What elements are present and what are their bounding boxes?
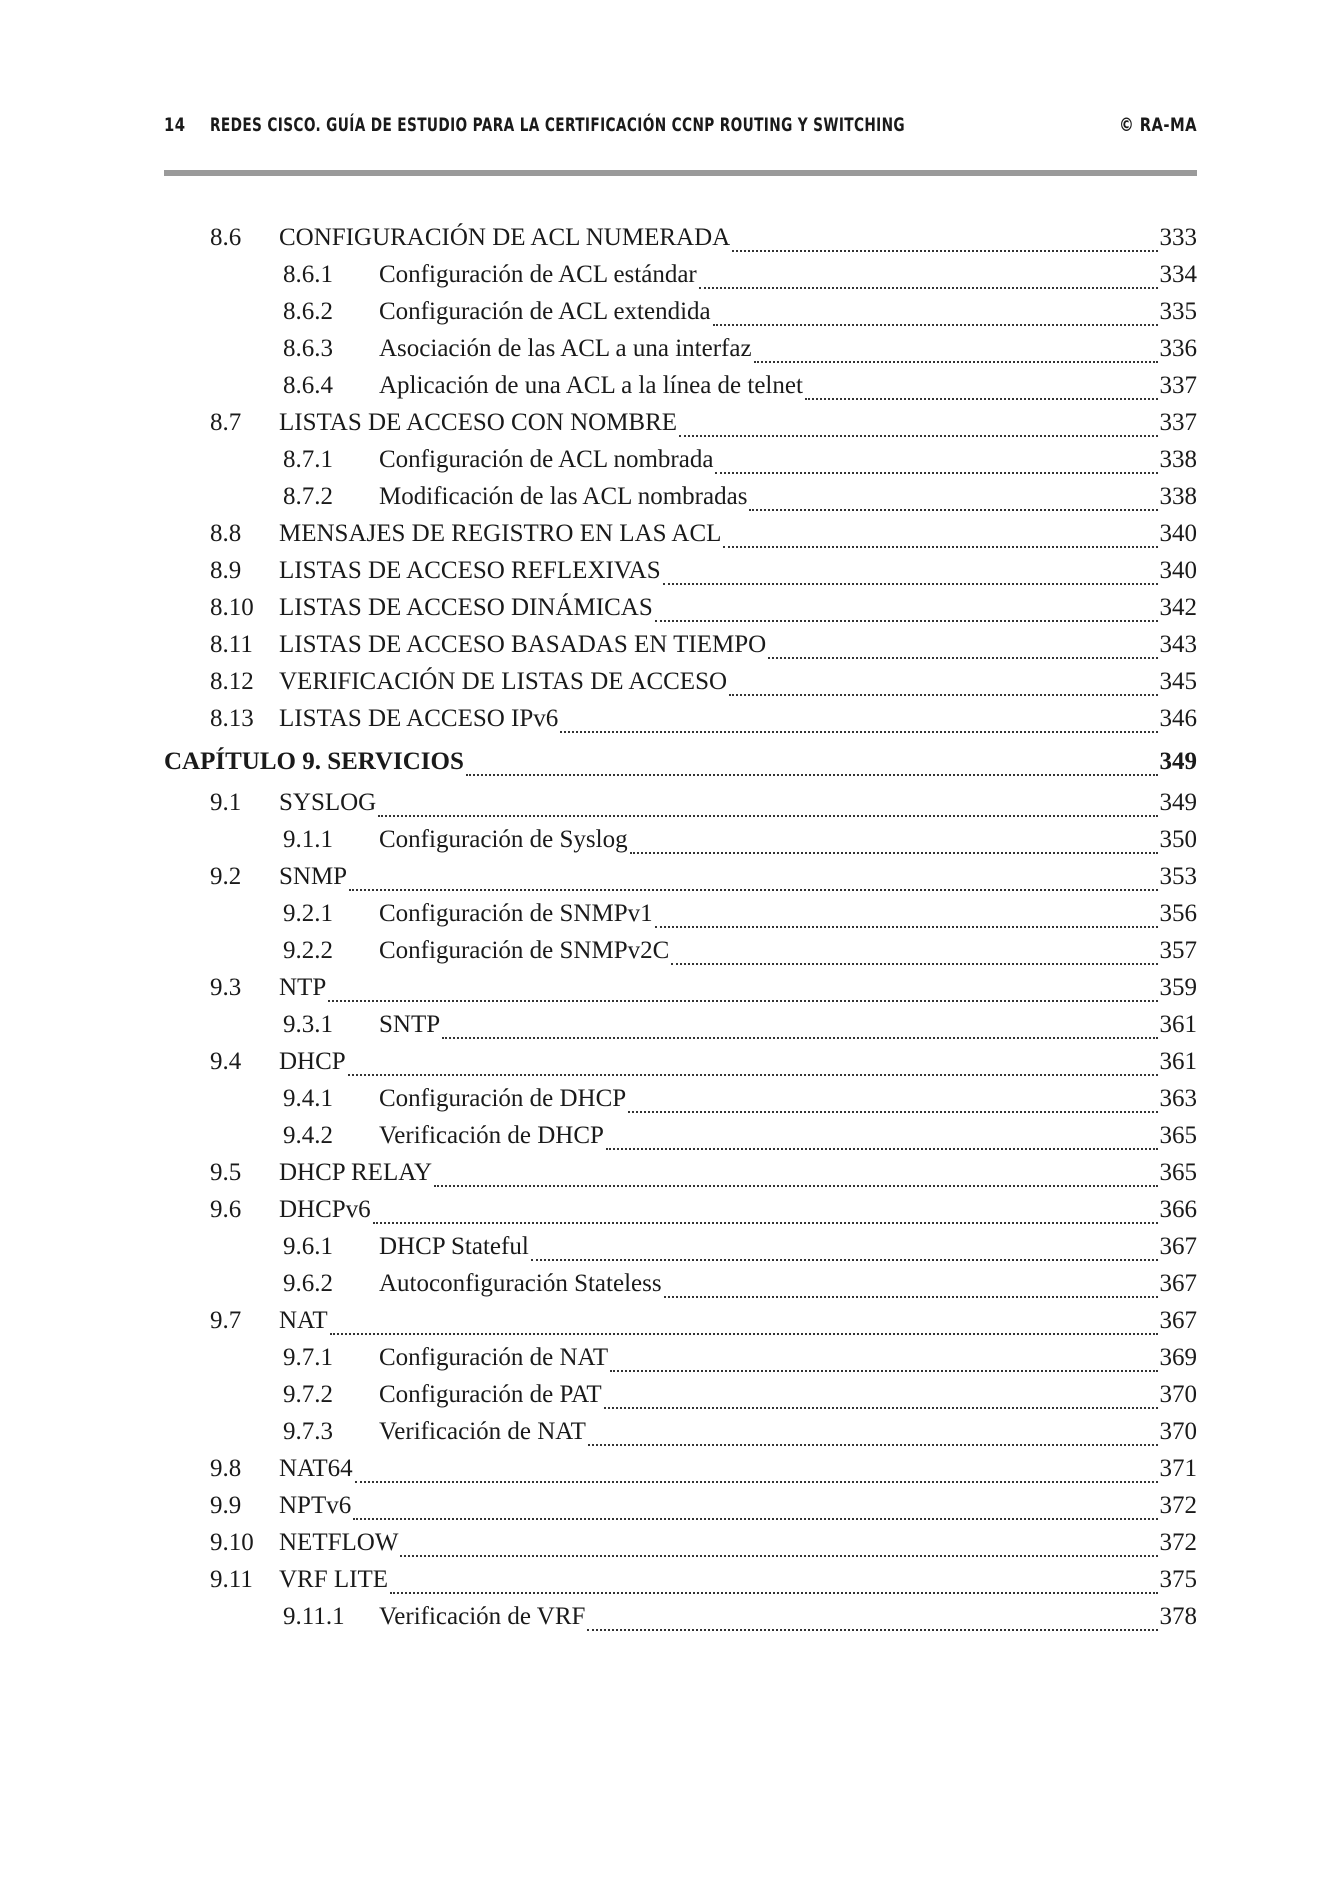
toc-entry[interactable] bbox=[164, 789, 1197, 826]
dot-leader bbox=[610, 1369, 1157, 1372]
toc-entry[interactable] bbox=[164, 631, 1197, 668]
toc-entry-title: NTP bbox=[279, 974, 327, 1001]
toc-entry-number: 9.10 bbox=[210, 1529, 254, 1556]
toc-entry[interactable] bbox=[164, 1381, 1197, 1418]
toc-entry-page: 337 bbox=[1159, 372, 1197, 399]
toc-entry-page: 350 bbox=[1159, 826, 1197, 853]
dot-leader bbox=[655, 619, 1158, 622]
toc-entry-page: 353 bbox=[1159, 863, 1197, 890]
toc-entry-title: LISTAS DE ACCESO BASADAS EN TIEMPO bbox=[279, 631, 767, 658]
toc-entry-title: Configuración de ACL extendida bbox=[379, 298, 711, 325]
dot-leader bbox=[699, 286, 1158, 289]
dot-leader bbox=[630, 851, 1158, 854]
dot-leader bbox=[466, 773, 1158, 776]
toc-entry-page: 361 bbox=[1159, 1011, 1197, 1038]
toc-entry-title: SNMP bbox=[279, 863, 348, 890]
toc-entry-number: 8.12 bbox=[210, 668, 254, 695]
toc-entry-title: DHCP bbox=[279, 1048, 346, 1075]
toc-entry-number: 8.7 bbox=[210, 409, 242, 436]
toc-entry[interactable] bbox=[164, 863, 1197, 900]
toc-entry-page: 365 bbox=[1159, 1159, 1197, 1186]
toc-entry[interactable] bbox=[164, 937, 1197, 974]
toc-entry-title: MENSAJES DE REGISTRO EN LAS ACL bbox=[279, 520, 722, 547]
toc-entry-title: VRF LITE bbox=[279, 1566, 389, 1593]
dot-leader bbox=[655, 925, 1158, 928]
toc-entry-page: 346 bbox=[1159, 705, 1197, 732]
toc-entry-page: 361 bbox=[1159, 1048, 1197, 1075]
toc-entry[interactable] bbox=[164, 1048, 1197, 1085]
toc-entry-title: Configuración de NAT bbox=[379, 1344, 609, 1371]
dot-leader bbox=[349, 888, 1157, 891]
toc-entry-title: CONFIGURACIÓN DE ACL NUMERADA bbox=[279, 224, 731, 251]
toc-entry-title: Configuración de SNMPv2C bbox=[379, 937, 670, 964]
toc-entry-page: 338 bbox=[1159, 483, 1197, 510]
toc-entry-page: 367 bbox=[1159, 1307, 1197, 1334]
toc-entry-number: 9.2.2 bbox=[283, 937, 333, 964]
toc-entry-number: 8.8 bbox=[210, 520, 242, 547]
toc-entry-number: 9.6.2 bbox=[283, 1270, 333, 1297]
dot-leader bbox=[628, 1110, 1157, 1113]
toc-entry[interactable] bbox=[164, 1159, 1197, 1196]
toc-entry[interactable] bbox=[164, 1603, 1197, 1640]
dot-leader bbox=[715, 471, 1157, 474]
toc-entry[interactable] bbox=[164, 409, 1197, 446]
toc-entry[interactable] bbox=[164, 594, 1197, 631]
dot-leader bbox=[679, 434, 1157, 437]
toc-entry-title: CAPÍTULO 9. SERVICIOS bbox=[164, 748, 464, 775]
dot-leader bbox=[434, 1184, 1157, 1187]
dot-leader bbox=[587, 1628, 1157, 1631]
toc-entry-page: 378 bbox=[1159, 1603, 1197, 1630]
toc-entry-page: 359 bbox=[1159, 974, 1197, 1001]
toc-entry-number: 9.2 bbox=[210, 863, 242, 890]
toc-entry[interactable] bbox=[164, 1122, 1197, 1159]
publisher-mark: © RA-MA bbox=[1119, 114, 1197, 136]
toc-entry[interactable] bbox=[164, 1566, 1197, 1603]
toc-entry-number: 9.8 bbox=[210, 1455, 242, 1482]
dot-leader bbox=[664, 1295, 1158, 1298]
toc-entry-page: 363 bbox=[1159, 1085, 1197, 1112]
toc-entry-number: 9.3.1 bbox=[283, 1011, 333, 1038]
dot-leader bbox=[330, 1332, 1158, 1335]
toc-entry[interactable] bbox=[164, 900, 1197, 937]
toc-entry-page: 371 bbox=[1159, 1455, 1197, 1482]
toc-entry-title: Asociación de las ACL a una interfaz bbox=[379, 335, 752, 362]
toc-entry-title: Verificación de VRF bbox=[379, 1603, 586, 1630]
dot-leader bbox=[373, 1221, 1158, 1224]
dot-leader bbox=[732, 249, 1157, 252]
toc-entry[interactable] bbox=[164, 1529, 1197, 1566]
toc-entry-page: 365 bbox=[1159, 1122, 1197, 1149]
toc-entry-number: 8.13 bbox=[210, 705, 254, 732]
toc-entry-title: Configuración de ACL estándar bbox=[379, 261, 697, 288]
toc-entry-number: 9.7.3 bbox=[283, 1418, 333, 1445]
toc-entry-number: 9.7.1 bbox=[283, 1344, 333, 1371]
toc-entry-number: 9.11.1 bbox=[283, 1603, 345, 1630]
toc-entry[interactable] bbox=[164, 1307, 1197, 1344]
toc-entry[interactable] bbox=[164, 1233, 1197, 1270]
dot-leader bbox=[328, 999, 1157, 1002]
toc-entry[interactable] bbox=[164, 261, 1197, 298]
dot-leader bbox=[400, 1554, 1157, 1557]
dot-leader bbox=[348, 1073, 1158, 1076]
toc-entry[interactable] bbox=[164, 520, 1197, 557]
toc-entry-number: 9.9 bbox=[210, 1492, 242, 1519]
toc-entry-page: 370 bbox=[1159, 1381, 1197, 1408]
toc-entry[interactable] bbox=[164, 298, 1197, 335]
toc-entry[interactable] bbox=[164, 668, 1197, 705]
dot-leader bbox=[729, 693, 1157, 696]
toc-entry-number: 9.6 bbox=[210, 1196, 242, 1223]
dot-leader bbox=[560, 730, 1157, 733]
toc-entry-number: 9.1.1 bbox=[283, 826, 333, 853]
toc-entry[interactable] bbox=[164, 483, 1197, 520]
toc-entry-page: 367 bbox=[1159, 1270, 1197, 1297]
toc-entry[interactable] bbox=[164, 224, 1197, 261]
toc-entry-page: 366 bbox=[1159, 1196, 1197, 1223]
toc-entry-title: Verificación de NAT bbox=[379, 1418, 586, 1445]
dot-leader bbox=[442, 1036, 1157, 1039]
toc-entry-number: 9.7 bbox=[210, 1307, 242, 1334]
dot-leader bbox=[663, 582, 1158, 585]
toc-entry-page: 345 bbox=[1159, 668, 1197, 695]
toc-entry[interactable] bbox=[164, 557, 1197, 594]
toc-entry-page: 343 bbox=[1159, 631, 1197, 658]
toc-entry-page: 375 bbox=[1159, 1566, 1197, 1593]
toc-entry-title: LISTAS DE ACCESO REFLEXIVAS bbox=[279, 557, 661, 584]
toc-entry-title: DHCP Stateful bbox=[379, 1233, 529, 1260]
toc-entry[interactable] bbox=[164, 1270, 1197, 1307]
toc-entry[interactable] bbox=[164, 705, 1197, 742]
toc-entry-number: 9.5 bbox=[210, 1159, 242, 1186]
toc-entry-number: 8.10 bbox=[210, 594, 254, 621]
toc-entry-title: SYSLOG bbox=[279, 789, 377, 816]
header-rule bbox=[164, 170, 1197, 176]
toc-entry-title: NAT bbox=[279, 1307, 328, 1334]
toc-entry-number: 9.2.1 bbox=[283, 900, 333, 927]
toc-entry-title: LISTAS DE ACCESO CON NOMBRE bbox=[279, 409, 678, 436]
toc-entry-page: 372 bbox=[1159, 1492, 1197, 1519]
toc-entry-title: NPTv6 bbox=[279, 1492, 352, 1519]
dot-leader bbox=[805, 397, 1158, 400]
toc-entry-number: 8.11 bbox=[210, 631, 253, 658]
toc-entry-number: 8.6.1 bbox=[283, 261, 333, 288]
toc-entry[interactable] bbox=[164, 974, 1197, 1011]
toc-entry-page: 335 bbox=[1159, 298, 1197, 325]
toc-entry-title: Configuración de PAT bbox=[379, 1381, 602, 1408]
toc-entry[interactable] bbox=[164, 372, 1197, 409]
toc-entry-title: LISTAS DE ACCESO DINÁMICAS bbox=[279, 594, 653, 621]
toc-entry-title: DHCPv6 bbox=[279, 1196, 371, 1223]
toc-entry-page: 337 bbox=[1159, 409, 1197, 436]
toc-entry-page: 357 bbox=[1159, 937, 1197, 964]
toc-entry-number: 8.9 bbox=[210, 557, 242, 584]
toc-entry-page: 349 bbox=[1159, 789, 1197, 816]
toc-entry-page: 334 bbox=[1159, 261, 1197, 288]
toc-entry-page: 338 bbox=[1159, 446, 1197, 473]
toc-entry-title: NAT64 bbox=[279, 1455, 353, 1482]
toc-entry[interactable] bbox=[164, 1418, 1197, 1455]
toc-entry-number: 9.4.2 bbox=[283, 1122, 333, 1149]
toc-entry-page: 336 bbox=[1159, 335, 1197, 362]
toc-entry-number: 8.6 bbox=[210, 224, 242, 251]
toc-entry[interactable] bbox=[164, 446, 1197, 483]
toc-entry-number: 9.7.2 bbox=[283, 1381, 333, 1408]
dot-leader bbox=[713, 323, 1158, 326]
dot-leader bbox=[749, 508, 1157, 511]
running-book-title: REDES CISCO. GUÍA DE ESTUDIO PARA LA CERTIFICACIÓN CCNP ROUTING Y SWITCHING bbox=[210, 114, 906, 136]
toc-entry-page: 369 bbox=[1159, 1344, 1197, 1371]
toc-entry-page: 340 bbox=[1159, 557, 1197, 584]
dot-leader bbox=[353, 1517, 1157, 1520]
toc-entry-number: 8.6.3 bbox=[283, 335, 333, 362]
dot-leader bbox=[723, 545, 1157, 548]
toc-entry-number: 8.6.4 bbox=[283, 372, 333, 399]
toc-entry-page: 349 bbox=[1159, 748, 1197, 775]
toc-entry-number: 9.11 bbox=[210, 1566, 253, 1593]
dot-leader bbox=[671, 962, 1157, 965]
toc-entry-title: VERIFICACIÓN DE LISTAS DE ACCESO bbox=[279, 668, 728, 695]
toc-entry-title: LISTAS DE ACCESO IPv6 bbox=[279, 705, 559, 732]
toc-entry[interactable] bbox=[164, 826, 1197, 863]
dot-leader bbox=[606, 1147, 1158, 1150]
dot-leader bbox=[378, 814, 1157, 817]
toc-entry-number: 9.3 bbox=[210, 974, 242, 1001]
toc-entry[interactable] bbox=[164, 1011, 1197, 1048]
dot-leader bbox=[588, 1443, 1158, 1446]
toc-entry-page: 340 bbox=[1159, 520, 1197, 547]
toc-entry-title: SNTP bbox=[379, 1011, 441, 1038]
dot-leader bbox=[604, 1406, 1158, 1409]
toc-entry-number: 9.6.1 bbox=[283, 1233, 333, 1260]
toc-entry-number: 8.7.2 bbox=[283, 483, 333, 510]
toc-entry-page: 372 bbox=[1159, 1529, 1197, 1556]
toc-entry-number: 9.1 bbox=[210, 789, 242, 816]
toc-entry-title: Modificación de las ACL nombradas bbox=[379, 483, 748, 510]
toc-chapter-entry[interactable] bbox=[164, 748, 1197, 785]
toc-entry[interactable] bbox=[164, 335, 1197, 372]
toc-entry-title: NETFLOW bbox=[279, 1529, 399, 1556]
dot-leader bbox=[754, 360, 1158, 363]
toc-entry-title: Aplicación de una ACL a la línea de telnet bbox=[379, 372, 803, 399]
toc-entry-number: 8.7.1 bbox=[283, 446, 333, 473]
toc-entry[interactable] bbox=[164, 1085, 1197, 1122]
toc-entry-page: 333 bbox=[1159, 224, 1197, 251]
toc-entry-title: Configuración de SNMPv1 bbox=[379, 900, 653, 927]
table-of-contents bbox=[164, 224, 1197, 1640]
page-number: 14 bbox=[164, 114, 186, 136]
toc-entry[interactable] bbox=[164, 1492, 1197, 1529]
toc-entry-title: Verificación de DHCP bbox=[379, 1122, 604, 1149]
toc-entry[interactable] bbox=[164, 1344, 1197, 1381]
toc-entry-page: 356 bbox=[1159, 900, 1197, 927]
toc-entry-title: Configuración de Syslog bbox=[379, 826, 628, 853]
toc-entry-page: 367 bbox=[1159, 1233, 1197, 1260]
toc-entry-title: DHCP RELAY bbox=[279, 1159, 433, 1186]
toc-entry-number: 9.4 bbox=[210, 1048, 242, 1075]
dot-leader bbox=[768, 656, 1157, 659]
toc-entry-page: 342 bbox=[1159, 594, 1197, 621]
toc-entry[interactable] bbox=[164, 1455, 1197, 1492]
toc-entry[interactable] bbox=[164, 1196, 1197, 1233]
toc-entry-title: Autoconfiguración Stateless bbox=[379, 1270, 662, 1297]
dot-leader bbox=[355, 1480, 1158, 1483]
toc-entry-number: 8.6.2 bbox=[283, 298, 333, 325]
dot-leader bbox=[390, 1591, 1157, 1594]
toc-entry-page: 370 bbox=[1159, 1418, 1197, 1445]
dot-leader bbox=[531, 1258, 1158, 1261]
toc-entry-number: 9.4.1 bbox=[283, 1085, 333, 1112]
toc-entry-title: Configuración de ACL nombrada bbox=[379, 446, 714, 473]
page-header bbox=[164, 108, 1197, 148]
toc-entry-title: Configuración de DHCP bbox=[379, 1085, 627, 1112]
